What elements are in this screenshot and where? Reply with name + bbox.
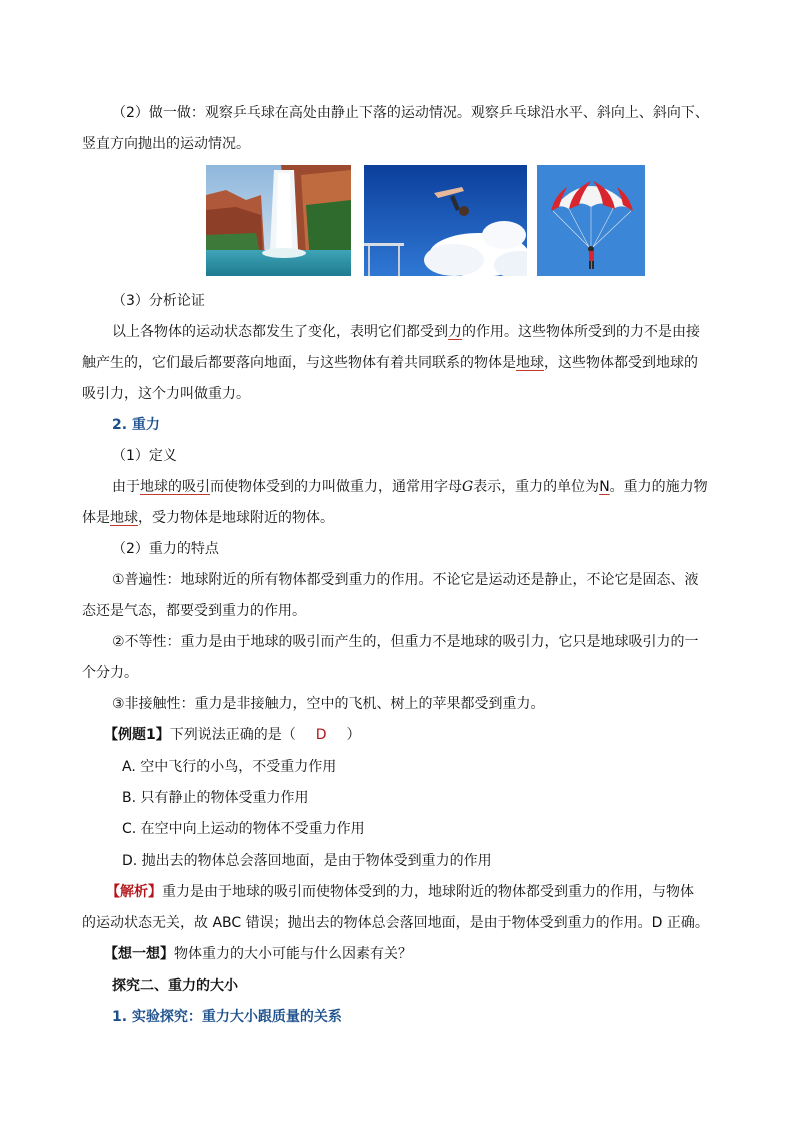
diver-image [364, 165, 527, 276]
experiment-heading: 1. 实验探究：重力大小跟质量的关系 [112, 1009, 342, 1025]
activity-text-line-2: 竖直方向抛出的运动情况。 [82, 136, 250, 152]
analysis-text-line-2: 触产生的，它们最后都要落向地面，与这些物体有着共同联系的物体是地球，这些物体都受到地球的 [82, 355, 698, 371]
option-b: B. 只有静止的物体受重力作用 [122, 790, 309, 806]
section-heading-gravity: 2. 重力 [112, 417, 160, 433]
option-a: A. 空中飞行的小鸟，不受重力作用 [122, 759, 337, 775]
features-title: （2）重力的特点 [112, 541, 219, 557]
analysis-text-line-1: 以上各物体的运动状态都发生了变化，表明它们都受到力的作用。这些物体所受到的力不是由接 [112, 324, 700, 340]
definition-title: （1）定义 [112, 448, 177, 464]
example-question: 【例题1】下列说法正确的是（ D ） [104, 727, 361, 743]
analysis-text-line-3: 吸引力，这个力叫做重力。 [82, 386, 250, 402]
feature-2-line-2: 个分力。 [82, 665, 138, 681]
parachute-image [537, 165, 645, 276]
feature-3: ③非接触性：重力是非接触力，空中的飞机、树上的苹果都受到重力。 [112, 696, 545, 712]
definition-text-line-1: 由于地球的吸引而使物体受到的力叫做重力，通常用字母G表示，重力的单位为N。重力的施力物 [112, 479, 708, 495]
definition-text-line-2: 体是地球，受力物体是地球附近的物体。 [82, 510, 334, 526]
activity-text-line-1: （2）做一做：观察乒乓球在高处由静止下落的运动情况。观察乒乓球沿水平、斜向上、斜向下、 [112, 105, 709, 121]
option-c: C. 在空中向上运动的物体不受重力作用 [122, 821, 365, 837]
analysis-answer-line-2: 的运动状态无关，故 ABC 错误；抛出去的物体总会落回地面，是由于物体受到重力的作用。D 正确。 [82, 915, 709, 931]
feature-1-line-2: 态还是气态，都要受到重力的作用。 [82, 603, 306, 619]
option-d: D. 抛出去的物体总会落回地面，是由于物体受到重力的作用 [122, 853, 492, 869]
explore-two-heading: 探究二、重力的大小 [112, 978, 238, 994]
analysis-answer-line-1: 【解析】重力是由于地球的吸引而使物体受到的力，地球附近的物体都受到重力的作用，与物体 [106, 884, 694, 900]
waterfall-image [206, 165, 351, 276]
analysis-title: （3）分析论证 [112, 293, 205, 309]
feature-1-line-1: ①普遍性：地球附近的所有物体都受到重力的作用。不论它是运动还是静止，不论它是固态、液 [112, 572, 699, 588]
think-prompt: 【想一想】物体重力的大小可能与什么因素有关？ [104, 946, 412, 962]
feature-2-line-1: ②不等性：重力是由于地球的吸引而产生的，但重力不是地球的吸引力，它只是地球吸引力的一 [112, 634, 699, 650]
